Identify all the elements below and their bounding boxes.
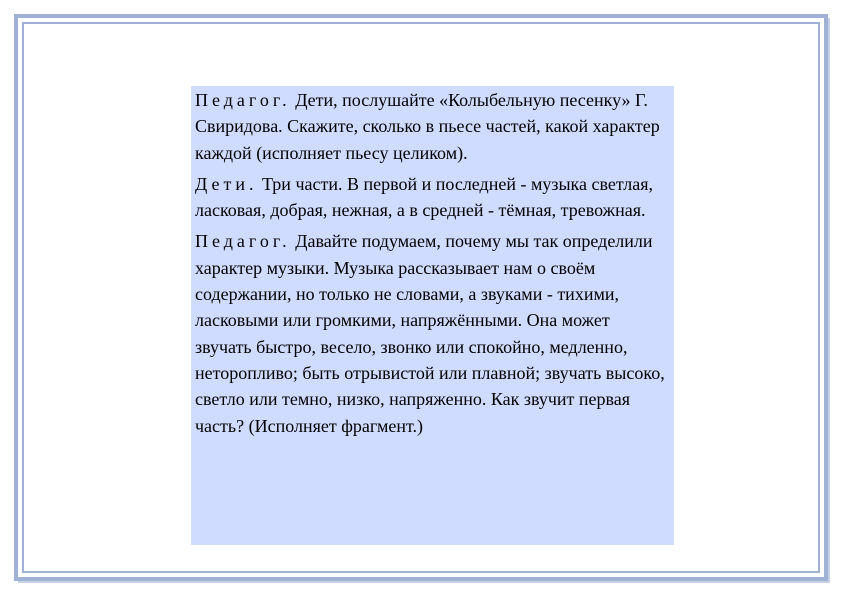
frame-shadow xyxy=(828,18,830,583)
dialogue-paragraph-teacher-1 xyxy=(195,87,668,166)
paragraph-text: Давайте подумаем, почему мы так определили характер музыки. Музыка рассказывает нам о своём содержании, но только не словами, а звуками - тихими, ласковыми или громкими, напряжёнными. Она может звучать быстро, весело, звонко или спокойно, медленно, неторопливо; быть отрывистой или плавной; звучать высоко, светло или темно, низко, напряженно. Как звучит первая часть? (Исполняет фрагмент.) xyxy=(195,231,665,436)
frame-shadow xyxy=(18,581,830,583)
dialogue-paragraph-children xyxy=(195,171,668,224)
paragraph-text: Три части. В первой и последней - музыка светлая, ласковая, добрая, нежная, а в средней - тёмная, тревожная. xyxy=(195,173,654,221)
speaker-label: Дети. xyxy=(195,173,258,194)
paragraph-text: Дети, послушайте «Колыбельную песенку» Г. Свиридова. Скажите, сколько в пьесе частей, какой характер каждой (исполняет пьесу целиком). xyxy=(195,90,660,163)
speaker-label: Педагог. xyxy=(195,90,291,110)
speaker-label: Педагог. xyxy=(195,231,291,252)
dialogue-paragraph-teacher-2 xyxy=(195,228,668,438)
dialogue-textbox xyxy=(191,86,674,545)
